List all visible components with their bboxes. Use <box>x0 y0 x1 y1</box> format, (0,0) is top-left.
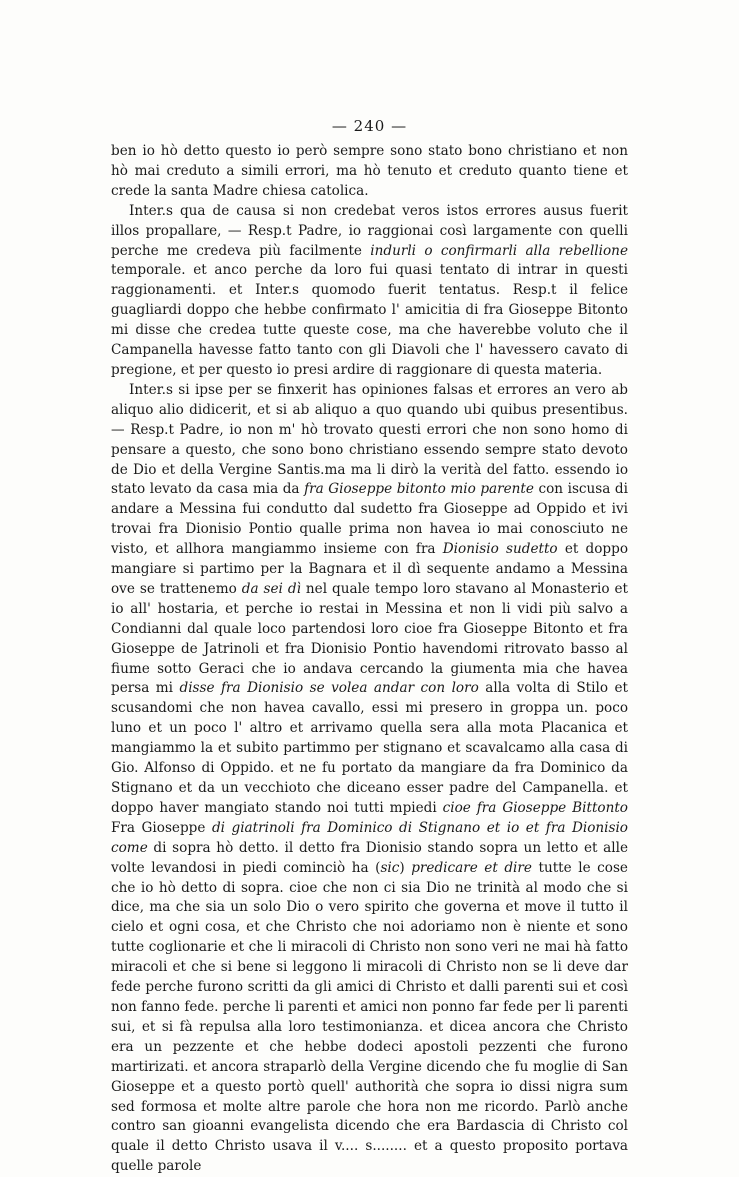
text-run: ben io hò detto questo io però sempre sono stato bono christiano et non hò mai creduto a simili errori, ma hò tenuto et creduto quanto tiene et crede la santa Madre chiesa catolica. <box>111 143 628 199</box>
text-run: nel quale tempo loro stavano al Monasterio et io all' hostaria, et perche io restai in Messina et non li vidi più salvo a Condianni dal quale loco partendosi loro cioe fra Gioseppe Bitonto et fra Gioseppe de Jatrinoli et fra Dionisio Pontio havendomi ritrovato basso al fiume sotto Geraci che io andava cercando la giumenta mia che havea persa mi <box>111 580 628 697</box>
italic-run: Dionisio sudetto <box>442 541 558 558</box>
italic-run: di giatrinoli fra Dominico di Stignano et io et fra Dionisio come <box>111 819 628 856</box>
body-text <box>111 142 628 1177</box>
italic-run: cioe fra Gioseppe Bittonto <box>442 799 628 816</box>
text-run: Inter.s qua de causa si non credebat veros istos errores ausus fuerit illos propallare, — Resp.t Padre, io raggionai così largamente con quelli perche me credeva più facilmente <box>111 202 628 259</box>
text-run: di sopra hò detto. il detto fra Dionisio stando sopra un letto et alle volte levandosi in piedi cominciò ha ( <box>111 839 628 876</box>
italic-run: fra Gioseppe bitonto mio parente <box>304 481 534 498</box>
text-run: con iscusa di andare a Messina fui condutto dal sudetto fra Gioseppe ad Oppido et ivi trovai fra Dionisio Pontio qualle prima non havea io mai conosciuto ne visto, et allhora mangiammo insieme con fra <box>111 481 628 558</box>
text-run: ) <box>399 859 412 876</box>
text-run: tutte le cose che io hò detto di sopra. cioe che non ci sia Dio ne trinità al modo che si dice, ma che sia un solo Dio o vero spirito che governa et move il tutto il cielo et ogni cosa, et che Christo che noi adoriamo non è niente et sono tutte coglionarie et che li miracoli di Christo non sono veri ne mai hà fatto miracoli et che si bene si leggono li miracoli di Christo non se li deve dar fede perche furono scritti da gli amici di Christo et dalli parenti sui et così non fanno fede. perche li parenti et amici non ponno far fede per li parenti sui, et si fà repulsa alla loro testimonianza. et dicea ancora che Christo era un pezzente et che hebbe dodeci apostoli pezzenti che furono martirizati. et ancora straparlò della Vergine dicendo che fu moglie di San Gioseppe et a questo portò quell' authorità che sopra io dissi nigra sum sed formosa et molte altre parole che hora non me ricordo. Parlò anche contro san gioanni evangelista dicendo che era Bardascia di Christo col quale il detto Christo usava il v.... s........ et a questo proposito portava quelle parole <box>111 859 628 1175</box>
paragraph <box>111 202 628 381</box>
italic-run: indurli o confirmarli alla rebellione <box>370 242 628 259</box>
text-run: Fra Gioseppe <box>111 819 212 836</box>
italic-run: disse fra Dionisio se volea andar con loro <box>179 680 479 697</box>
text-run: Inter.s si ipse per se finxerit has opiniones falsas et errores an vero ab aliquo alio didicerit, et si ab aliquo a quo quando ubi quibus presentibus. — Resp.t Padre, io non m' hò trovato questi errori che non sono homo di pensare a questo, che sono bono christiano essendo sempre stato devoto de Dio et della Vergine Santis.ma ma li dirò la verità del fatto. essendo io stato levato da casa mia da <box>111 381 628 498</box>
italic-run: predicare et dire <box>411 859 532 876</box>
page-number: — 240 — <box>331 117 408 135</box>
paragraph <box>111 142 628 202</box>
paragraph <box>111 381 628 1177</box>
italic-run: da sei dì <box>241 580 301 597</box>
text-run: temporale. et anco perche da loro fui quasi tentato di intrar in questi raggionamenti. et Inter.s quomodo fuerit tentatus. Resp.t il felice guagliardi doppo che hebbe confirmato l' amicitia di fra Gioseppe Bitonto mi disse che credea tutte queste cose, ma che haverebbe voluto che il Campanella havesse fatto tanto con gli Diavoli che l' havessero cavato di pregione, et per questo io presi ardire di raggionare di questa materia. <box>111 262 628 378</box>
text-run: et doppo mangiare si partimo per la Bagnara et il dì sequente andamo a Messina ove se trattenemo <box>111 541 629 597</box>
italic-run: sic <box>380 859 400 876</box>
text-run: alla volta di Stilo et scusandomi che non havea cavallo, essi mi presero in groppa un. poco luno et un poco l' altro et arrivamo quella sera alla mota Placanica et mangiammo la et subito partimmo per stignano et scavalcamo alla casa di Gio. Alfonso di Oppido. et ne fu portato da mangiare da fra Dominico da Stignano et da un vecchioto che diceano esser padre del Campanella. et doppo haver mangiato stando noi tutti mpiedi <box>111 680 628 816</box>
